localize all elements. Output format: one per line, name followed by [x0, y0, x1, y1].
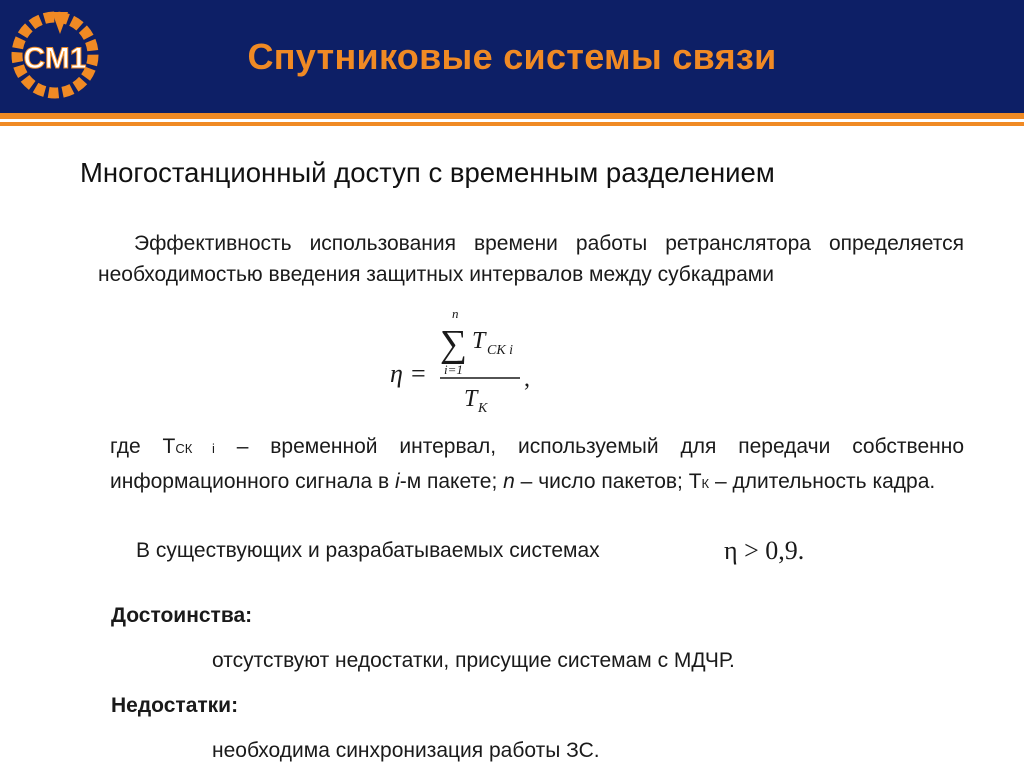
- i-variable: i: [395, 470, 400, 493]
- tk-symbol: T: [688, 470, 702, 493]
- efficiency-formula: [384, 302, 544, 422]
- where-word: где: [110, 435, 141, 458]
- formula-numerator-sub: СК i: [487, 343, 514, 358]
- formula-sigma: ∑: [440, 323, 468, 365]
- n-definition: – число пакетов;: [514, 470, 689, 493]
- advantages-heading: Достоинства:: [111, 604, 253, 627]
- t-definition: – временной интервал, используемый для передачи собственно информационного сигнала в: [110, 435, 964, 493]
- page-title: Спутниковые системы связи: [247, 36, 777, 77]
- intro-paragraph: [98, 228, 964, 290]
- n-variable: n: [503, 470, 515, 493]
- formula-numerator: T: [472, 328, 486, 354]
- t-subscript: СК i: [175, 441, 215, 456]
- advantages-text: отсутствуют недостатки, присущие системам с МДЧР.: [212, 649, 735, 672]
- intro-text: Эффективность использования времени работы ретранслятора определяется необходимостью введения защитных интервалов между субкадрами: [98, 232, 964, 286]
- formula-denominator: T: [464, 386, 478, 412]
- formula-denominator-sub: К: [478, 401, 488, 416]
- svg-text:СМ1: СМ1: [23, 42, 87, 75]
- tk-subscript: К: [701, 476, 710, 491]
- formula-sum-lower: i=1: [444, 362, 463, 377]
- formula-sum-upper: n: [452, 306, 459, 321]
- packet-text: -м пакете;: [399, 470, 504, 493]
- definitions-paragraph: [110, 430, 964, 500]
- disadvantages-text: необходима синхронизация работы ЗС.: [212, 739, 600, 762]
- formula-lhs: η =: [390, 359, 427, 388]
- efficiency-condition: η > 0,9.: [724, 536, 805, 565]
- disadvantages-heading: Недостатки:: [111, 694, 239, 717]
- tk-definition: – длительность кадра.: [709, 470, 936, 493]
- section-subtitle: Многостанционный доступ с временным разделением: [80, 157, 775, 188]
- existing-systems-text: В существующих и разрабатываемых системах: [136, 539, 600, 562]
- formula-trailing-comma: ,: [524, 366, 530, 392]
- header-stripe-lower: [0, 122, 1024, 126]
- t-symbol: T: [162, 435, 176, 458]
